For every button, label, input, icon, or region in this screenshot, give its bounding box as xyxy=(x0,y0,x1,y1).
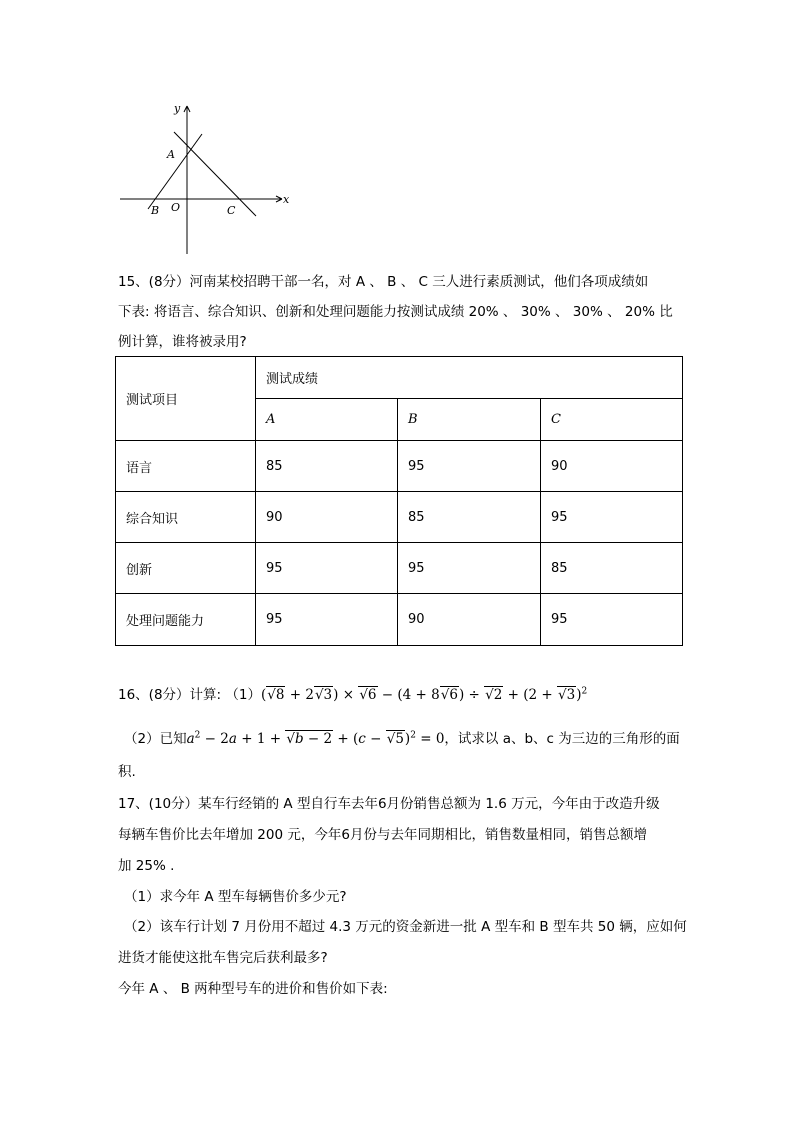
y-axis-label: y xyxy=(174,102,181,115)
expression-1: $(√8 + 2√3) \times √6 - (4 + 8√6) \div √2 + (2 + √3)^2$ xyxy=(260,686,588,703)
line-ab xyxy=(148,134,202,209)
q17-line-1: 17、(10分）某车行经销的 A 型自行车去年6月份销售总额为 1.6 万元，今年由于改造升级 xyxy=(118,796,660,812)
q15-line-3: 例计算，谁将被录用? xyxy=(118,334,247,350)
table-row xyxy=(116,441,683,492)
score-cell: 90 xyxy=(541,441,683,492)
candidate-c: C xyxy=(541,399,683,441)
q15-line-2: 下表: 将语言、综合知识、创新和处理问题能力按测试成绩 20% 、 30% 、 30% 、 20% 比 xyxy=(118,304,673,320)
q15-line-1: 15、(8分）河南某校招聘干部一名，对 A 、 B 、 C 三人进行素质测试，他们各项成绩如 xyxy=(118,274,649,290)
row-label: 创新 xyxy=(116,543,256,594)
q17-footer: 今年 A 、 B 两种型号车的进价和售价如下表: xyxy=(118,981,388,997)
score-cell: 85 xyxy=(256,441,398,492)
row-label: 综合知识 xyxy=(116,492,256,543)
row-label: 语言 xyxy=(116,441,256,492)
point-a-label: A xyxy=(167,148,175,161)
item-header: 测试项目 xyxy=(116,357,256,441)
expression-2: $a^2 - 2a + 1 + √b - 2 + (c - √5)^2 = 0$ xyxy=(186,730,445,747)
score-cell: 90 xyxy=(256,492,398,543)
q17-sub-1: （1）求今年 A 型车每辆售价多少元? xyxy=(124,889,347,905)
origin-label: O xyxy=(171,201,181,214)
q16-part2-suffix: ，试求以 a、b、c 为三边的三角形的面 xyxy=(444,731,680,747)
score-cell: 95 xyxy=(256,594,398,646)
q16-part-2 xyxy=(124,727,680,747)
x-axis-label: x xyxy=(283,193,290,206)
score-header: 测试成绩 xyxy=(256,357,683,399)
point-c-label: C xyxy=(227,204,236,217)
score-cell: 95 xyxy=(398,441,541,492)
table-row xyxy=(116,543,683,594)
q16-part-2-end: 积. xyxy=(118,764,136,780)
score-table xyxy=(115,356,683,646)
q17-sub-2-line-1: （2）该车行计划 7 月份用不超过 4.3 万元的资金新进一批 A 型车和 B 型车共 50 辆，应如何 xyxy=(124,919,687,935)
q16-part-1 xyxy=(118,683,587,703)
line-ac xyxy=(174,132,256,216)
score-cell: 95 xyxy=(398,543,541,594)
score-cell: 85 xyxy=(541,543,683,594)
q16-part2-prefix: （2）已知 xyxy=(124,731,187,747)
coordinate-graph xyxy=(110,96,300,258)
q17-sub-2-line-2: 进货才能使这批车售完后获利最多? xyxy=(118,950,328,966)
row-label: 处理问题能力 xyxy=(116,594,256,646)
score-cell: 95 xyxy=(541,594,683,646)
table-row xyxy=(116,492,683,543)
table-row xyxy=(116,594,683,646)
score-cell: 95 xyxy=(256,543,398,594)
score-cell: 85 xyxy=(398,492,541,543)
candidate-a: A xyxy=(256,399,398,441)
score-cell: 90 xyxy=(398,594,541,646)
score-cell: 95 xyxy=(541,492,683,543)
q17-line-3: 加 25% . xyxy=(118,858,175,874)
q16-prefix: 16、(8分）计算: （1） xyxy=(118,687,261,703)
q17-line-2: 每辆车售价比去年增加 200 元，今年6月份与去年同期相比，销售数量相同，销售总额增 xyxy=(118,827,647,843)
point-b-label: B xyxy=(151,204,160,217)
candidate-b: B xyxy=(398,399,541,441)
